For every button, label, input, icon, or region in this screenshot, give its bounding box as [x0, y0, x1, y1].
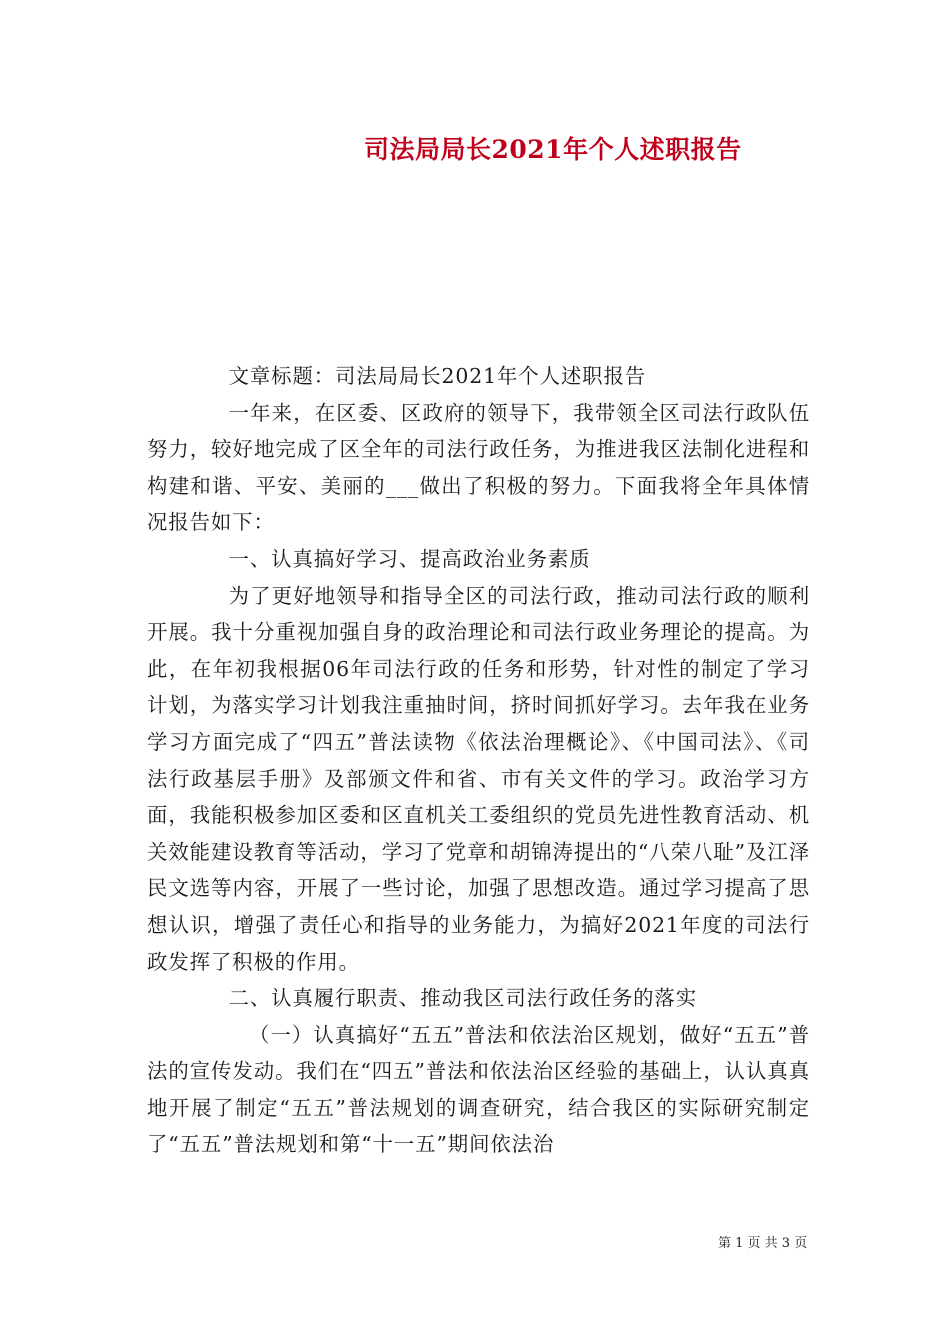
paragraph-section-1: 为了更好地领导和指导全区的司法行政，推动司法行政的顺利开展。我十分重视加强自身的政治理论和司法行政业务理论的提高。为此，在年初我根据06年司法行政的任务和形势，针对性的制定了学习计划，为落实学习计划我注重抽时间，挤时间抓好学习。去年我在业务学习方面完成了“四五”普法读物《依法治理概论》、《中国司法》、《司法行政基层手册》及部颁文件和省、市有关文件的学习。政治学习方面，我能积极参加区委和区直机关工委组织的党员先进性教育活动、机关效能建设教育等活动，学习了党章和胡锦涛提出的“八荣八耻”及江泽民文选等内容，开展了一些讨论，加强了思想改造。通过学习提高了思想认识，增强了责任心和指导的业务能力，为搞好2021年度的司法行政发挥了积极的作用。 — [147, 583, 810, 974]
section-heading-2: 二、认真履行职责、推动我区司法行政任务的落实 — [228, 986, 697, 1011]
section-heading-1: 一、认真搞好学习、提高政治业务素质 — [228, 546, 591, 571]
paragraph-article-title: 文章标题：司法局局长2021年个人述职报告 — [228, 364, 647, 388]
document-body — [147, 358, 810, 1163]
page-indicator: 第 1 页 共 3 页 — [718, 1236, 808, 1251]
paragraph-intro: 一年来，在区委、区政府的领导下，我带领全区司法行政队伍努力，较好地完成了区全年的司法行政任务，为推进我区法制化进程和构建和谐、平安、美丽的___做出了积极的努力。下面我将全年具体情况报告如下： — [147, 400, 810, 535]
document-title: 司法局局长2021年个人述职报告 — [364, 135, 742, 164]
paragraph-section-2-item-1: （一）认真搞好“五五”普法和依法治区规划，做好“五五”普法的宣传发动。我们在“四五”普法和依法治区经验的基础上，认认真真地开展了制定“五五”普法规划的调查研究，结合我区的实际研究制定了“五五”普法规划和第“十一五”期间依法治 — [147, 1022, 810, 1157]
